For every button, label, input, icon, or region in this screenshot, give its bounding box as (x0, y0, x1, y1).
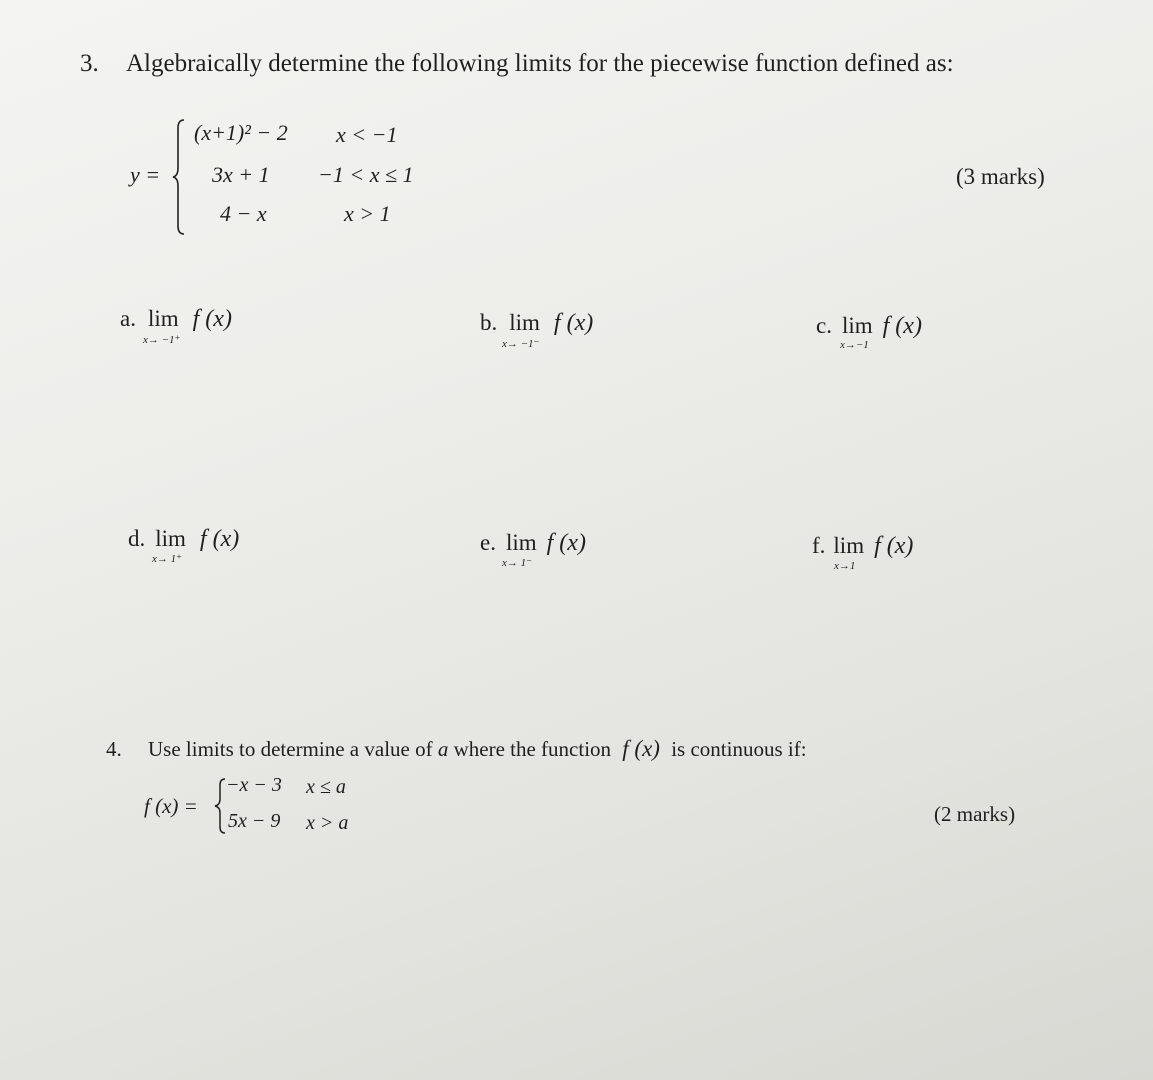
limit-b-word: lim (509, 310, 540, 335)
q4-prompt (148, 736, 807, 762)
limit-c-func: f (x) (882, 313, 922, 339)
limit-f-sub: x→1 (834, 560, 856, 572)
q3-case-3-expr: 4 − x (220, 201, 267, 226)
q3-number: 3. (80, 50, 99, 77)
limit-f (812, 533, 914, 572)
limit-e-sub: x→ 1⁻ (502, 557, 532, 569)
limit-a-func: f (x) (192, 306, 232, 332)
limit-f-word: lim (833, 533, 865, 558)
q4-number: 4. (106, 737, 122, 761)
q4-prompt-b: where the function (453, 737, 612, 761)
q4-case-2-expr: 5x − 9 (228, 810, 281, 832)
limit-f-func: f (x) (874, 533, 914, 559)
limit-b (480, 310, 594, 350)
limit-c-word: lim (841, 313, 873, 338)
q3-lhs: y = (130, 162, 161, 187)
limit-b-label: b. (480, 310, 498, 335)
q4-prompt-c: is continuous if: (671, 737, 807, 761)
q3-marks: (3 marks) (956, 164, 1045, 189)
q4-prompt-func: f (x) (622, 736, 660, 761)
limit-d-sub: x→ 1⁺ (152, 553, 182, 565)
limit-c-label: c. (816, 313, 832, 338)
limit-d-word: lim (155, 526, 186, 551)
q3-prompt: Algebraically determine the following limits for the piecewise function defined as: (126, 50, 954, 77)
q4-prompt-a: Use limits to determine a value of (148, 737, 433, 761)
limit-a-label: a. (120, 306, 136, 331)
q4-prompt-var: a (437, 737, 449, 761)
limit-e-label: e. (480, 530, 496, 555)
q4-case-1-cond: x ≤ a (306, 776, 346, 798)
q3-case-2-expr: 3x + 1 (212, 162, 270, 187)
limit-a-sub: x→ −1⁺ (143, 334, 181, 346)
limit-e-func: f (x) (546, 530, 586, 556)
q4-marks: (2 marks) (934, 802, 1016, 826)
limit-c (816, 313, 922, 351)
limit-b-sub: x→ −1⁻ (502, 338, 540, 350)
limit-c-sub: x→−1 (840, 339, 869, 351)
limit-e (480, 530, 586, 569)
limit-e-word: lim (505, 530, 537, 555)
limit-b-func: f (x) (553, 310, 594, 336)
q3-case-3-cond: x > 1 (344, 201, 391, 226)
limit-d-label: d. (128, 526, 146, 551)
limit-a (120, 306, 232, 346)
limit-a-word: lim (147, 306, 179, 331)
q3-brace (172, 118, 188, 236)
q4-case-2-cond: x > a (306, 812, 349, 834)
q3-case-2-cond: −1 < x ≤ 1 (318, 162, 414, 187)
q4-case-1-expr: −x − 3 (226, 774, 282, 796)
limit-f-label: f. (812, 533, 826, 558)
q3-case-1-cond: x < −1 (336, 122, 398, 147)
limit-d (128, 526, 240, 565)
limit-d-func: f (x) (199, 526, 240, 552)
q4-lhs: f (x) = (144, 794, 198, 818)
q3-case-1-expr: (x+1)² − 2 (194, 120, 288, 145)
